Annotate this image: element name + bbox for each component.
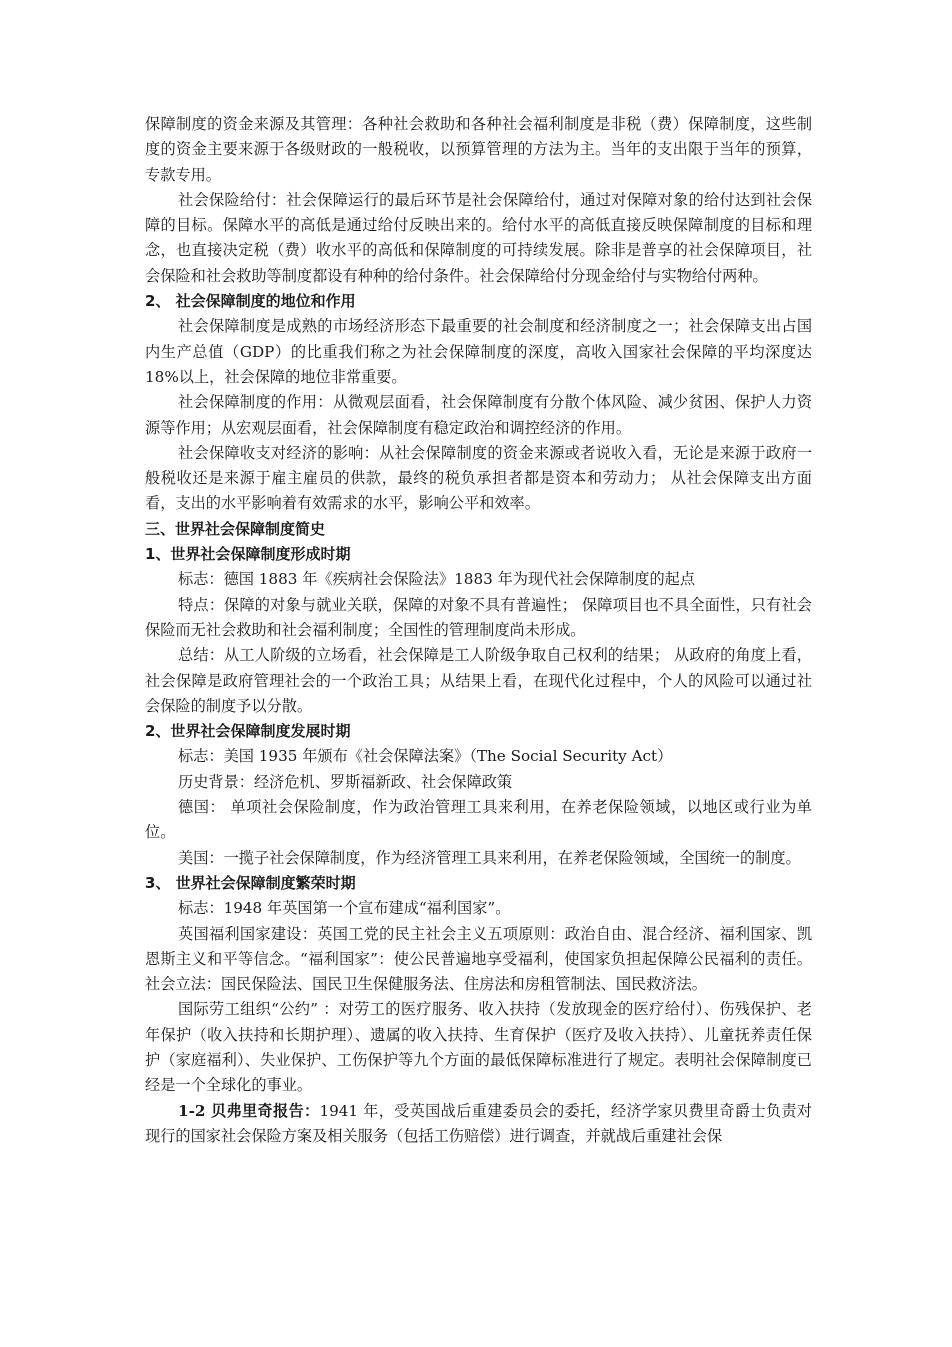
heading-world-history: 三、世界社会保障制度简史: [145, 519, 326, 538]
heading-development-period: 2、世界社会保障制度发展时期: [145, 722, 351, 741]
paragraph-economic-impact: 社会保障收支对经济的影响：从社会保障制度的资金来源或者说收入看，无论是来源于政府一般税收还是来源于雇主雇员的供款，最终的税负承担者都是资本和劳动力； 从社会保障支出方面看，支出的水平影响着有效需求的水平，影响公平和效率。: [145, 443, 812, 513]
paragraph-germany: 德国： 单项社会保险制度，作为政治管理工具来利用，在养老保险领域，以地区或行业为单位。: [145, 798, 812, 842]
paragraph-formation-summary: 总结：从工人阶级的立场看，社会保障是工人阶级争取自己权利的结果； 从政府的角度上看，社会保障是政府管理社会的一个政治工具；从结果上看，在现代化过程中，个人的风险可以通过社会保险的制度予以分散。: [145, 646, 812, 715]
paragraph-beveridge-report: [145, 1099, 812, 1150]
paragraph-role: 社会保障制度的作用：从微观层面看，社会保障制度有分散个体风险、减少贫困、保护人力资源等作用；从宏观层面看，社会保障制度有稳定政治和调控经济的作用。: [145, 393, 812, 437]
paragraph-development-mark: 标志：美国 1935 年颁布《社会保障法案》（The Social Security Act）: [178, 747, 673, 766]
beveridge-report-text: 1941 年，受英国战后重建委员会的委托，经济学家贝费里奇爵士负责对现行的国家社会保险方案及相关服务（包括工伤赔偿）进行调查，并就战后重建社会保: [145, 1101, 812, 1145]
paragraph-prosperity-mark: 标志：1948 年英国第一个宣布建成“福利国家”。: [178, 899, 511, 918]
paragraph-formation-mark: 标志：德国 1883 年《疾病社会保险法》1883 年为现代社会保障制度的起点: [178, 570, 696, 589]
paragraph-funding-management: 保障制度的资金来源及其管理：各种社会救助和各种社会福利制度是非税（费）保障制度，这些制度的资金主要来源于各级财政的一般税收，以预算管理的方法为主。当年的支出限于当年的预算，专款专用。: [145, 115, 812, 184]
paragraph-usa: 美国：一揽子社会保障制度，作为经济管理工具来利用，在养老保险领域，全国统一的制度。: [178, 848, 801, 867]
paragraph-ilo-convention: 国际劳工组织“公约” ：对劳工的医疗服务、收入扶持（发放现金的医疗给付）、伤残保护、老年保护（收入扶持和长期护理）、遗属的收入扶持、生育保护（医疗及收入扶持）、儿童抚养责任保护（家庭福利）、失业保护、工伤保护等九个方面的最低保障标准进行了规定。表明社会保障制度已经是一个全球化的事业。: [145, 1000, 812, 1095]
beveridge-report-label: 1-2 贝弗里奇报告：: [178, 1101, 320, 1120]
heading-formation-period: 1、世界社会保障制度形成时期: [145, 545, 351, 564]
paragraph-uk-welfare-state: 英国福利国家建设：英国工党的民主社会主义五项原则：政治自由、混合经济、福利国家、凯恩斯主义和平等信念。“福利国家”：使公民普遍地享受福利，使国家负担起保障公民福利的责任。社会立法：国民保险法、国民卫生保健服务法、住房法和房租管制法、国民救济法。: [145, 924, 812, 994]
heading-prosperity-period: 3、 世界社会保障制度繁荣时期: [145, 873, 356, 892]
paragraph-insurance-benefits: 社会保险给付：社会保障运行的最后环节是社会保障给付，通过对保障对象的给付达到社会保障的目标。保障水平的高低是通过给付反映出来的。给付水平的高低直接反映保障制度的目标和理念，也直接决定税（费）收水平的高低和保障制度的可持续发展。除非是普享的社会保障项目，社会保险和社会救助等制度都设有种种的给付条件。社会保障给付分现金给付与实物给付两种。: [145, 190, 812, 285]
paragraph-formation-features: 特点：保障的对象与就业关联，保障的对象不具有普遍性； 保障项目也不具全面性，只有社会保险而无社会救助和社会福利制度；全国性的管理制度尚未形成。: [145, 595, 812, 639]
paragraph-development-background: 历史背景：经济危机、罗斯福新政、社会保障政策: [178, 772, 513, 791]
heading-status-role: 2、 社会保障制度的地位和作用: [145, 292, 356, 311]
paragraph-status: 社会保障制度是成熟的市场经济形态下最重要的社会制度和经济制度之一；社会保障支出占国内生产总值（GDP）的比重我们称之为社会保障制度的深度，高收入国家社会保障的平均深度达 18%以上，社会保障的地位非常重要。: [145, 317, 812, 386]
